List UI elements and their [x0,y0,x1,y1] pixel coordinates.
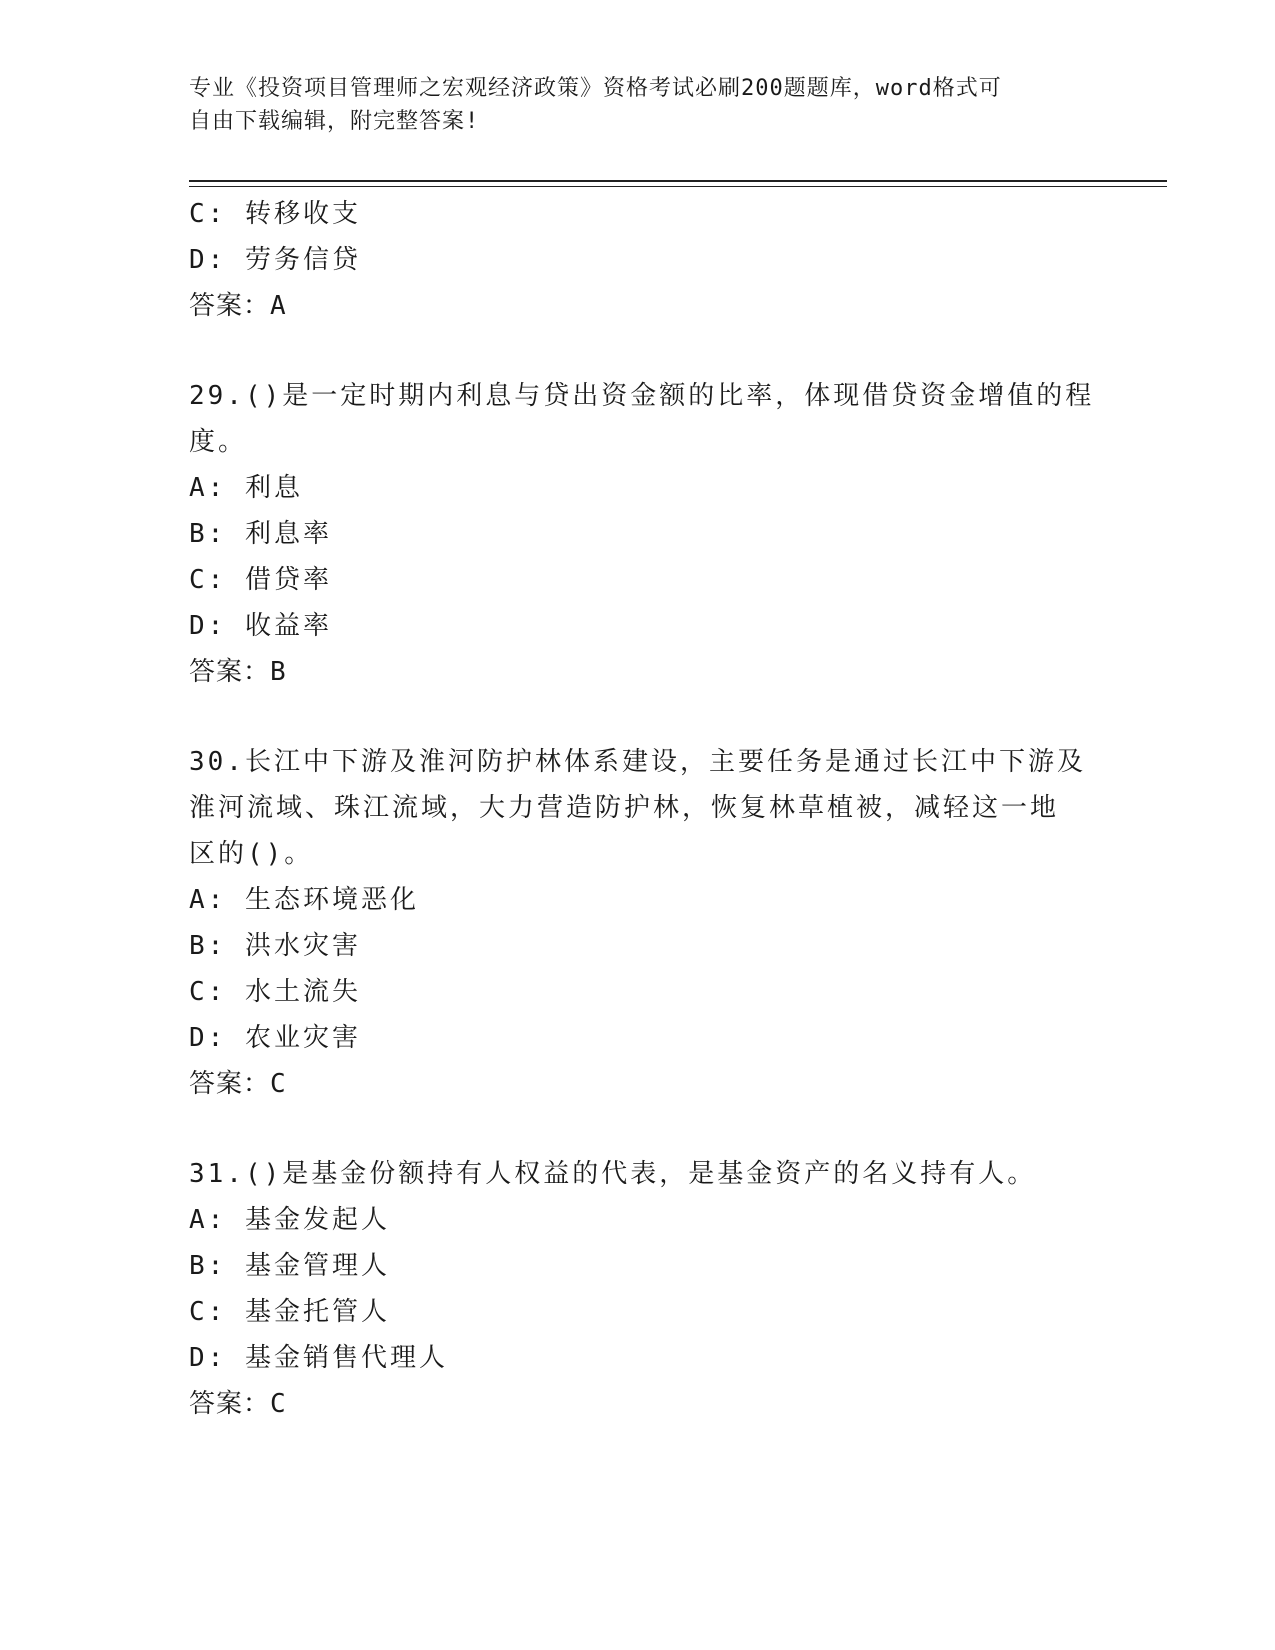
header-rule-thick [189,180,1167,182]
option-b: B: 基金管理人 [189,1251,390,1281]
option-d: D: 基金销售代理人 [189,1343,448,1373]
option-a: A: 生态环境恶化 [189,885,419,915]
question-text-line: 29.()是一定时期内利息与贷出资金额的比率，体现借贷资金增值的程 [189,381,1095,411]
answer-line [189,283,1089,329]
header-rule-thin [189,186,1167,187]
answer-label: 答案： [189,657,271,687]
question-text-line: 31.()是基金份额持有人权益的代表，是基金资产的名义持有人。 [189,1159,1037,1189]
answer-label: 答案： [189,291,271,321]
answer-label: 答案： [189,1389,271,1419]
answer-line [189,649,1089,695]
option-c: C: 转移收支 [189,199,361,229]
option-c: C: 借贷率 [189,565,332,595]
question-30 [189,739,1089,1107]
answer-line [189,1381,1089,1427]
header-line-2: 自由下载编辑，附完整答案! [189,109,480,134]
answer-value: C [270,1389,287,1419]
option-c: C: 水土流失 [189,977,361,1007]
answer-line [189,1061,1089,1107]
option-d: D: 农业灾害 [189,1023,361,1053]
question-31 [189,1151,1089,1427]
option-c: C: 基金托管人 [189,1297,390,1327]
option-d: D: 收益率 [189,611,332,641]
answer-label: 答案： [189,1069,271,1099]
question-29 [189,373,1095,695]
question-28-tail [189,191,1089,329]
answer-value: C [270,1069,287,1099]
option-b: B: 利息率 [189,519,332,549]
document-header [189,72,1069,138]
option-a: A: 利息 [189,473,303,503]
question-text-line: 30.长江中下游及淮河防护林体系建设，主要任务是通过长江中下游及 [189,747,1086,777]
question-content [189,191,1095,1427]
header-line-1: 专业《投资项目管理师之宏观经济政策》资格考试必刷200题题库，word格式可 [189,76,1002,101]
question-text-line: 淮河流域、珠江流域，大力营造防护林，恢复林草植被，减轻这一地 [189,793,1060,823]
option-d: D: 劳务信贷 [189,245,361,275]
answer-value: B [270,657,287,687]
option-a: A: 基金发起人 [189,1205,390,1235]
question-text-line: 度。 [189,427,248,457]
question-text-line: 区的()。 [189,839,314,869]
answer-value: A [270,291,287,321]
option-b: B: 洪水灾害 [189,931,361,961]
